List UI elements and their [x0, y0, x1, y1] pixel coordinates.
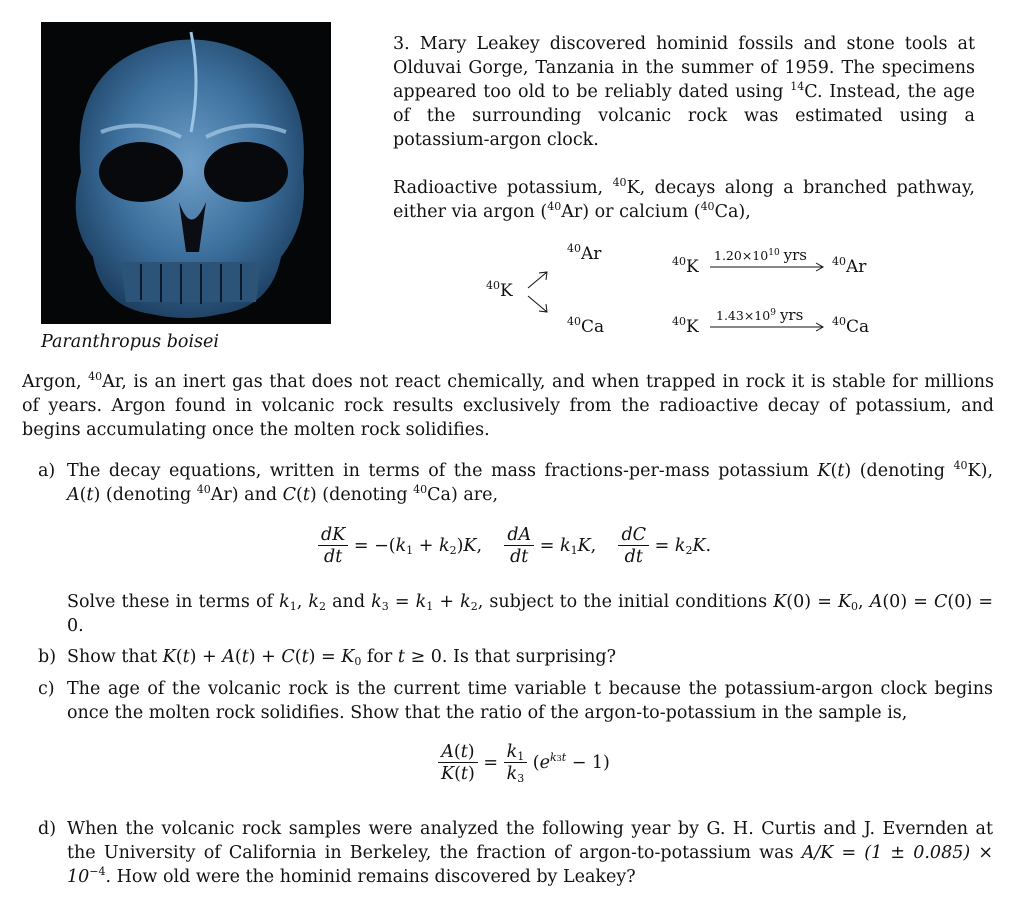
parent-k-label: $^{40}$K	[486, 279, 513, 301]
radio-text-b: K, decays along a branched pathway, either via argon (	[393, 178, 975, 222]
decay-equations: $\frac{dK}{dt}$ = $-(k_1 + k_2)K$, $\frac{dA}{dt}$ = $k_1K$, $\frac{dC}{dt}$ = $k_2K$.	[318, 525, 711, 568]
part-c-label: c)	[38, 679, 55, 699]
ar-reaction-arrow	[710, 262, 826, 272]
ar-rate-label: $1.20\times 10^{10}$ yrs	[714, 246, 807, 264]
mass-40: 40	[88, 370, 103, 383]
mass-40: 40	[612, 176, 627, 189]
mass-40: 40	[700, 200, 715, 213]
ar-reaction-reactant: $^{40}$K	[672, 255, 699, 277]
intro-text-b: C. Instead, the age of the surrounding volcanic rock was estimated using a potassium-argon clock.	[393, 82, 975, 150]
ca-rate-label: $1.43\times 10^9$ yrs	[716, 306, 804, 324]
part-d-label: d)	[38, 819, 57, 839]
part-c	[38, 677, 993, 727]
argon-text-b: Ar, is an inert gas that does not react chemically, and when trapped in rock it is stable for millions of years. Argon found in volcanic rock results exclusively from the radioactive decay of potassium, and begins accumulating once the molten rock solidifies.	[22, 372, 994, 440]
dk-dt: $\frac{dK}{dt}$	[318, 525, 348, 568]
ca-reaction-product: $^{40}$Ca	[832, 315, 870, 337]
da-dt: $\frac{dA}{dt}$	[504, 525, 534, 568]
argon-text-a: Argon,	[22, 372, 89, 392]
figure-caption: Paranthropus boisei	[41, 332, 219, 352]
radio-text-d: Ca),	[714, 202, 751, 222]
skull-image	[41, 22, 331, 324]
argon-paragraph	[22, 370, 994, 442]
problem-number: 3.	[393, 34, 410, 54]
part-d-text: When the volcanic rock samples were analyzed the following year by G. H. Curtis and J. Evernden at the University of California in Berkeley, the fraction of argon-to-potassium was $A/K = (1 \pm 0.085) \times 10^{-4}$. How old were the hominid remains discovered by Leakey?	[67, 819, 993, 887]
c14-mass: 14	[790, 80, 805, 93]
part-b-label: b)	[38, 647, 57, 667]
radio-text-c: Ar) or calcium (	[561, 202, 701, 222]
part-d	[38, 817, 993, 891]
skull-photo	[41, 22, 331, 324]
ca-reaction-arrow	[710, 322, 826, 332]
part-c-text: The age of the volcanic rock is the current time variable t because the potassium-argon clock begins once the molten rock solidifies. Show that the ratio of the argon-to-potassium in the sample is,	[67, 679, 993, 723]
mass-40: 40	[547, 200, 562, 213]
part-a-text: The decay equations, written in terms of the mass fractions-per-mass potassium K(t) (denoting $^{40}$K), A(t) (denoting $^{40}$Ar) and C(t) (denoting $^{40}$Ca) are,	[67, 459, 994, 505]
branch-ca-label: $^{40}$Ca	[567, 315, 605, 337]
intro-text-a: Mary Leakey discovered hominid fossils and stone tools at Olduvai Gorge, Tanzania in the summer of 1959. The specimens appeared too old to be reliably dated using	[393, 34, 975, 102]
part-b	[38, 645, 993, 669]
problem-intro	[393, 32, 975, 152]
part-b-text: Show that $K(t) + A(t) + C(t) = K_0$ for t ≥ 0. Is that surprising?	[67, 647, 616, 668]
branch-ar-label: $^{40}$Ar	[567, 242, 602, 264]
part-a	[38, 459, 993, 509]
radio-text-a: Radioactive potassium,	[393, 178, 613, 198]
part-a-label: a)	[38, 461, 56, 481]
radioactive-paragraph	[393, 176, 975, 224]
ar-reaction-product: $^{40}$Ar	[832, 255, 867, 277]
branch-arrows	[525, 268, 555, 318]
ratio-equation: $\frac{A(t)}{K(t)}$ = $\frac{k_1}{k_3}$ $(e^{k3t} - 1)$	[438, 742, 610, 785]
dc-dt: $\frac{dC}{dt}$	[618, 525, 649, 568]
part-a-solve: Solve these in terms of $k_1$, $k_2$ and $k_3 = k_1 + k_2$, subject to the initial conditions $K(0) = K_0$, A(0) = C(0) = 0.	[67, 592, 993, 636]
ca-reaction-reactant: $^{40}$K	[672, 315, 699, 337]
